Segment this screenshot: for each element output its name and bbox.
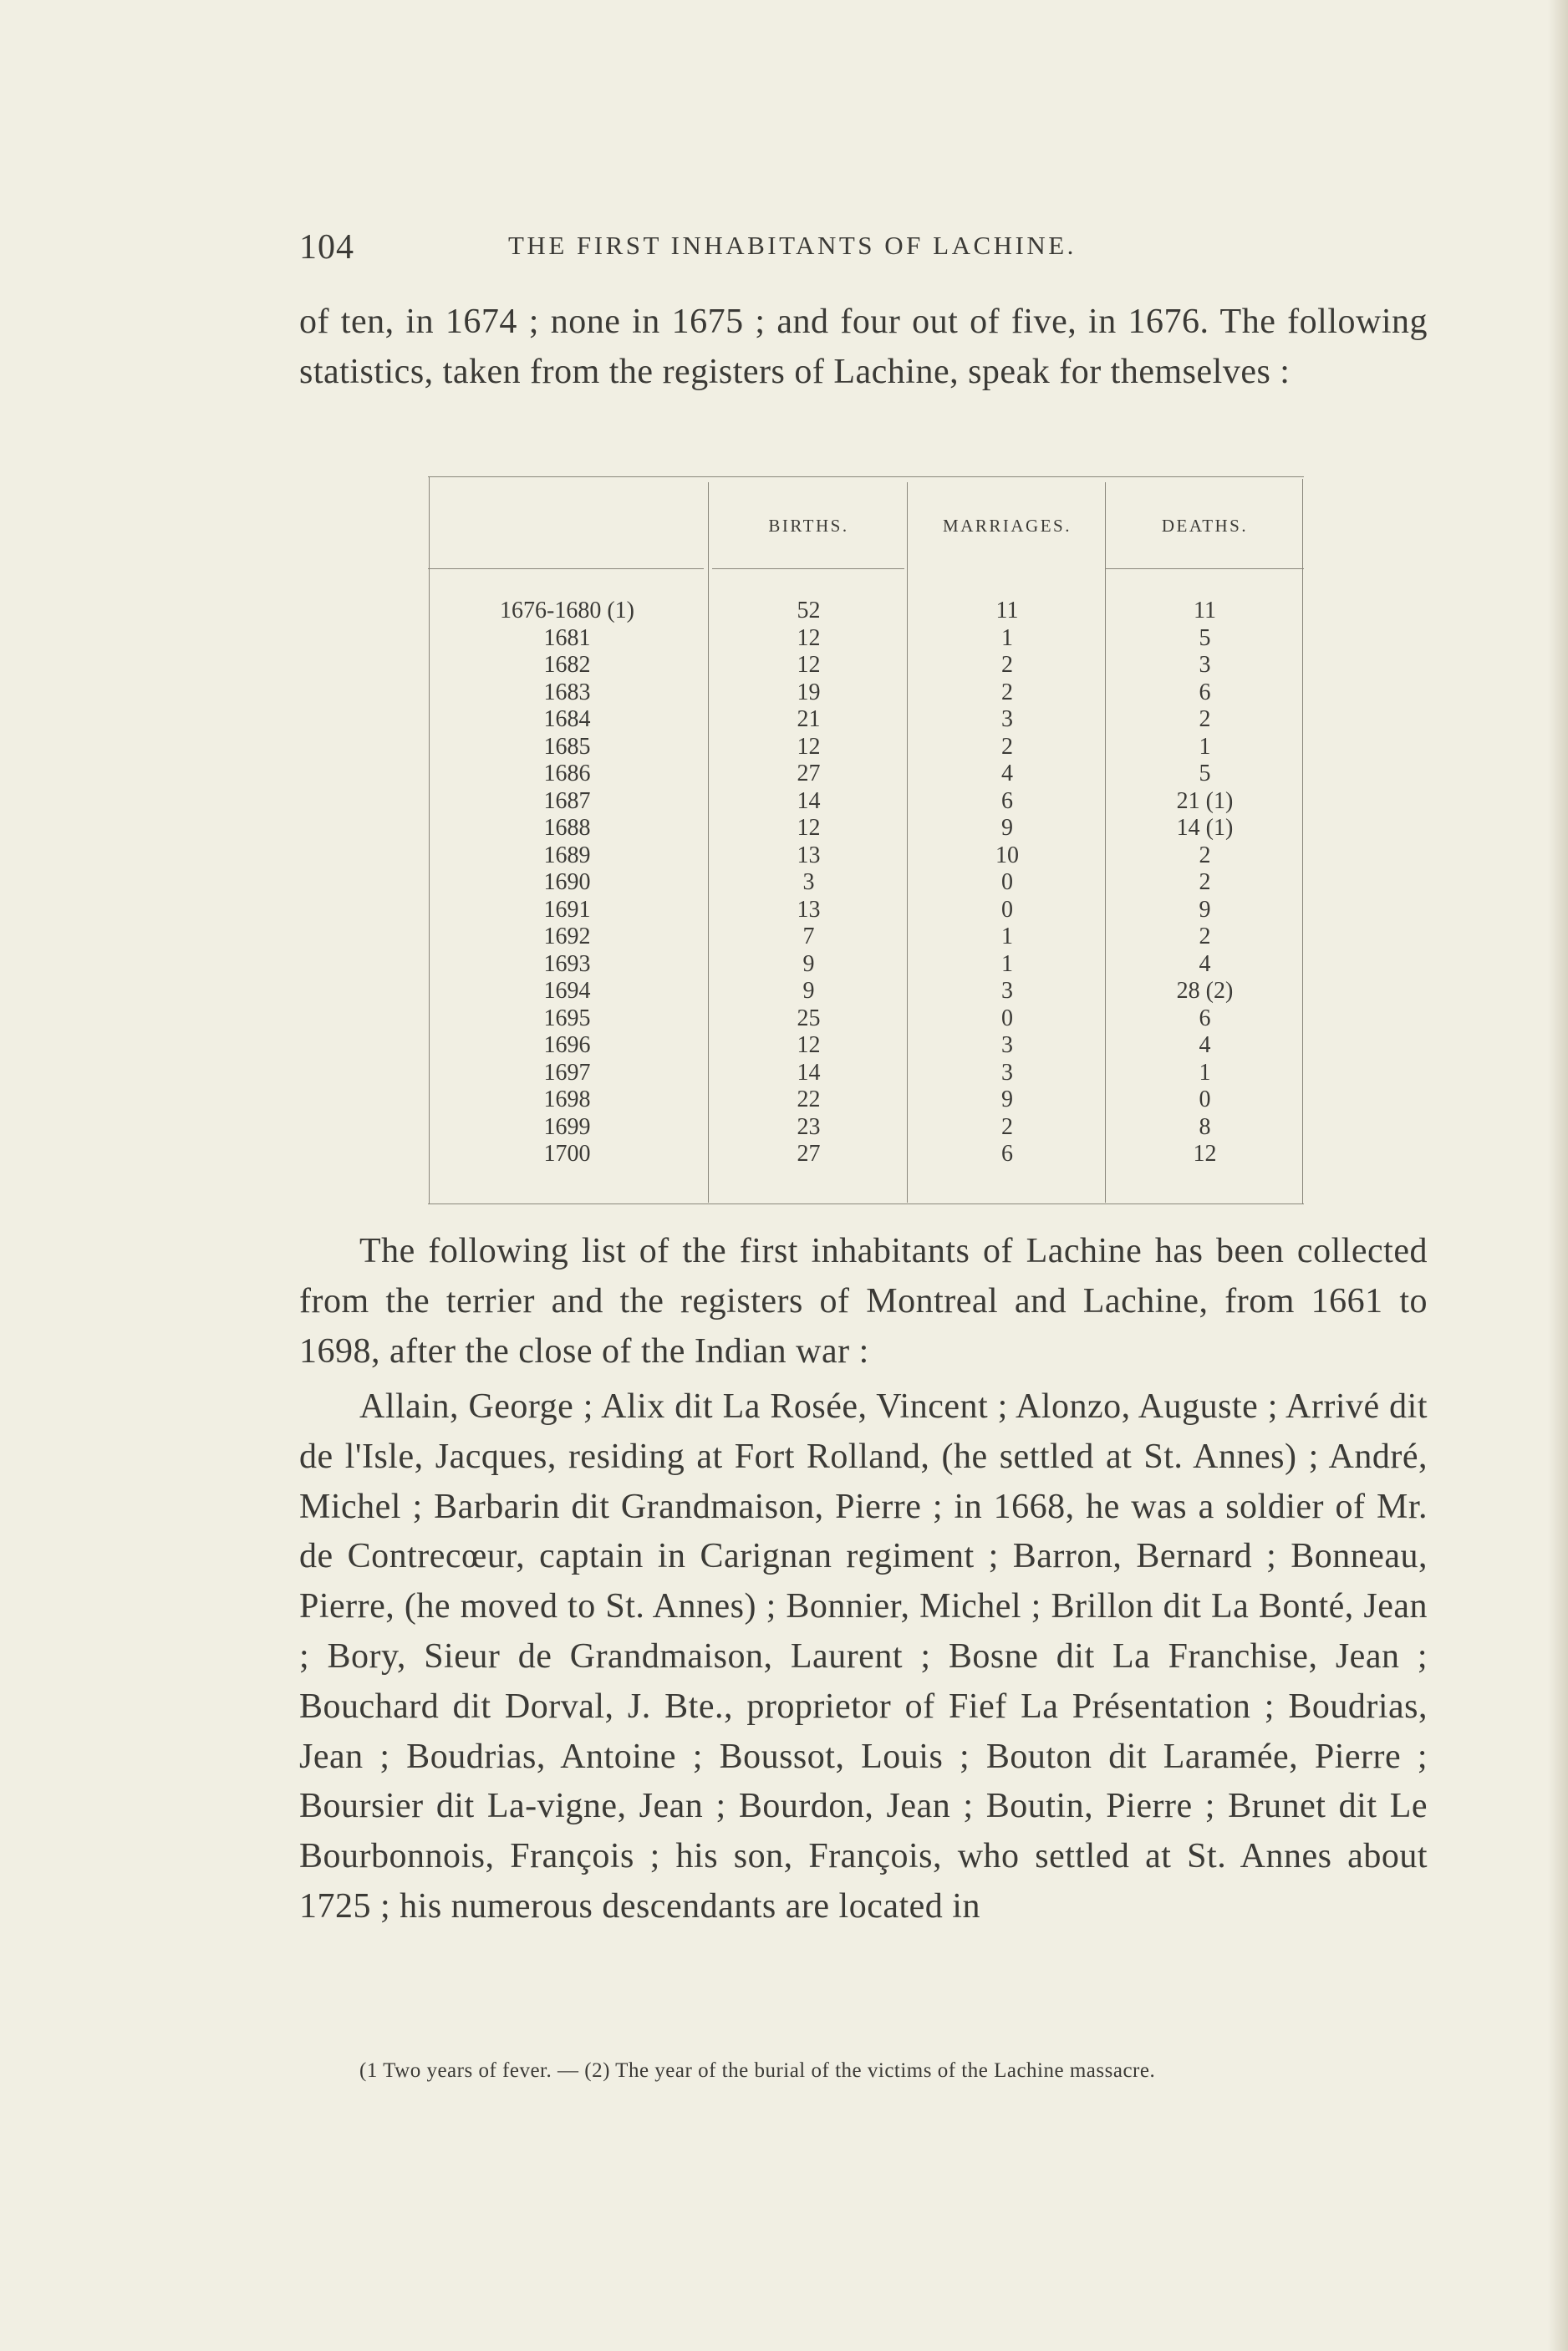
- year-cell: 1684: [543, 706, 591, 732]
- marriages-cell: 0: [1001, 869, 1013, 895]
- marriages-cell: 1: [1001, 924, 1013, 949]
- year-cell: 1698: [543, 1086, 591, 1112]
- year-cell: 1676-1680 (1): [500, 598, 634, 623]
- year-cell: 1689: [543, 842, 591, 868]
- marriages-cell: 1: [1001, 950, 1013, 977]
- births-cell: 27: [797, 1141, 821, 1167]
- births-cell: 14: [797, 1059, 821, 1086]
- marriages-column: [909, 598, 1105, 1168]
- year-cell: 1699: [543, 1113, 591, 1140]
- marriages-cell: 2: [1001, 1113, 1013, 1140]
- year-cell: 1692: [543, 924, 591, 949]
- deaths-cell: 11: [1194, 598, 1216, 623]
- inhabitants-list-paragraph: Allain, George ; Alix dit La Rosée, Vincent ; Alonzo, Auguste ; Arrivé dit de l'Isle, Jacques, residing at Fort Rolland, (he settled at St. Annes) ; André, Michel ; Barbarin dit Grandmaison, Pierre ; in 1668, he was a soldier of Mr. de Contrecœur, captain in Carignan regiment ; Barron, Bernard ; Bonneau, Pierre, (he moved to St. Annes) ; Bonnier, Michel ; Brillon dit La Bonté, Jean ; Bory, Sieur de Grandmaison, Laurent ; Bosne dit La Franchise, Jean ; Bouchard dit Dorval, J. Bte., proprietor of Fief La Présentation ; Boudrias, Jean ; Boudrias, Antoine ; Boussot, Louis ; Bouton dit Laramée, Pierre ; Boursier dit La-vigne, Jean ; Bourdon, Jean ; Boutin, Pierre ; Brunet dit Le Bourbonnois, François ; his son, François, who settled at St. Annes about 1725 ; his numerous descendants are located in: [299, 1387, 1428, 1926]
- births-cell: 14: [797, 787, 821, 814]
- deaths-cell: 8: [1199, 1113, 1211, 1140]
- births-cell: 9: [802, 978, 815, 1004]
- year-cell: 1687: [543, 787, 591, 814]
- column-rule-1: [708, 482, 709, 1203]
- deaths-cell: 9: [1199, 896, 1211, 923]
- marriages-cell: 3: [1001, 706, 1013, 732]
- births-cell: 13: [797, 896, 821, 923]
- column-rule-right: [1302, 479, 1303, 1204]
- year-cell: 1686: [543, 761, 591, 786]
- deaths-cell: 4: [1199, 950, 1211, 977]
- marriages-cell: 1: [1001, 624, 1013, 651]
- year-cell: 1681: [543, 624, 591, 651]
- year-cell: 1697: [543, 1059, 591, 1086]
- marriages-cell: 3: [1001, 978, 1013, 1004]
- births-cell: 27: [797, 761, 821, 786]
- year-cell: 1696: [543, 1032, 591, 1058]
- footnote: (1 Two years of fever. — (2) The year of the burial of the victims of the Lachine massacre.: [359, 2059, 1156, 2082]
- deaths-cell: 6: [1199, 679, 1211, 705]
- year-cell: 1691: [543, 896, 591, 923]
- births-cell: 12: [797, 624, 821, 651]
- marriages-cell: 9: [1001, 815, 1013, 841]
- marriages-cell: 3: [1001, 1059, 1013, 1086]
- deaths-cell: 12: [1193, 1141, 1217, 1167]
- marriages-cell: 6: [1001, 787, 1013, 814]
- marriages-cell: 4: [1001, 761, 1013, 786]
- year-cell: 1690: [543, 869, 591, 895]
- deaths-cell: 2: [1199, 842, 1211, 868]
- births-cell: 12: [797, 733, 821, 760]
- year-cell: 1695: [543, 1005, 591, 1031]
- births-cell: 9: [802, 950, 815, 977]
- births-column: [710, 598, 907, 1168]
- marriages-cell: 6: [1001, 1141, 1013, 1167]
- vital-statistics-table: [426, 474, 1304, 1209]
- year-column: [426, 598, 708, 1168]
- header-underline-births: [712, 568, 904, 569]
- deaths-cell: 1: [1199, 1059, 1211, 1086]
- births-cell: 52: [797, 598, 821, 623]
- running-title: THE FIRST INHABITANTS OF LACHINE.: [508, 231, 1077, 260]
- births-cell: 13: [797, 842, 821, 868]
- year-cell: 1693: [543, 950, 591, 977]
- deaths-cell: 5: [1199, 761, 1211, 786]
- year-cell: 1688: [543, 815, 591, 841]
- deaths-cell: 28 (2): [1176, 978, 1234, 1004]
- births-cell: 22: [797, 1086, 821, 1112]
- deaths-cell: 2: [1199, 706, 1211, 732]
- table-bottom-rule: [428, 1203, 1304, 1204]
- year-cell: 1694: [543, 978, 591, 1004]
- intro-paragraph: of ten, in 1674 ; none in 1675 ; and four out of five, in 1676. The following statistics, taken from the registers of Lachine, speak for themselves :: [299, 303, 1428, 391]
- year-cell: 1683: [543, 679, 591, 705]
- marriages-cell: 10: [995, 842, 1019, 868]
- deaths-cell: 3: [1199, 652, 1211, 678]
- births-cell: 12: [797, 1032, 821, 1058]
- deaths-cell: 6: [1199, 1005, 1211, 1031]
- births-cell: 25: [797, 1005, 821, 1031]
- marriages-cell: 9: [1001, 1086, 1013, 1112]
- deaths-cell: 14 (1): [1176, 815, 1234, 841]
- marriages-cell: 0: [1001, 896, 1013, 923]
- header-underline-year: [428, 568, 704, 569]
- marriages-cell: 0: [1001, 1005, 1013, 1031]
- deaths-cell: 1: [1199, 733, 1211, 760]
- deaths-cell: 2: [1199, 924, 1211, 949]
- running-head: [299, 227, 1202, 277]
- births-cell: 12: [797, 652, 821, 678]
- marriages-cell: 3: [1001, 1032, 1013, 1058]
- table-top-rule: [428, 476, 1304, 477]
- column-rule-3: [1105, 482, 1106, 1203]
- page-number: 104: [299, 228, 354, 267]
- births-cell: 12: [797, 815, 821, 841]
- births-cell: 19: [797, 679, 821, 705]
- marriages-cell: 2: [1001, 733, 1013, 760]
- column-rule-2: [907, 482, 908, 1203]
- year-cell: 1700: [543, 1141, 591, 1167]
- births-cell: 23: [797, 1113, 821, 1140]
- deaths-cell: 2: [1199, 869, 1211, 895]
- header-deaths: DEATHS.: [1161, 516, 1249, 536]
- marriages-cell: 11: [995, 598, 1019, 623]
- page-edge-shadow: [1548, 0, 1568, 2351]
- deaths-cell: 5: [1199, 624, 1211, 651]
- marriages-cell: 2: [1001, 652, 1013, 678]
- deaths-column: [1107, 598, 1302, 1168]
- deaths-cell: 21 (1): [1176, 787, 1234, 814]
- births-cell: 21: [797, 706, 821, 732]
- header-underline-deaths: [1105, 568, 1304, 569]
- births-cell: 7: [802, 924, 815, 949]
- header-marriages: MARRIAGES.: [943, 516, 1072, 536]
- marriages-cell: 2: [1001, 679, 1013, 705]
- header-births: BIRTHS.: [768, 516, 849, 536]
- deaths-cell: 0: [1199, 1086, 1211, 1112]
- deaths-cell: 4: [1199, 1032, 1211, 1058]
- year-cell: 1685: [543, 733, 591, 760]
- births-cell: 3: [802, 869, 815, 895]
- year-cell: 1682: [543, 652, 591, 678]
- list-intro-paragraph: The following list of the first inhabitants of Lachine has been collected from the terrier and the registers of Montreal and Lachine, from 1661 to 1698, after the close of the Indian war :: [299, 1232, 1428, 1371]
